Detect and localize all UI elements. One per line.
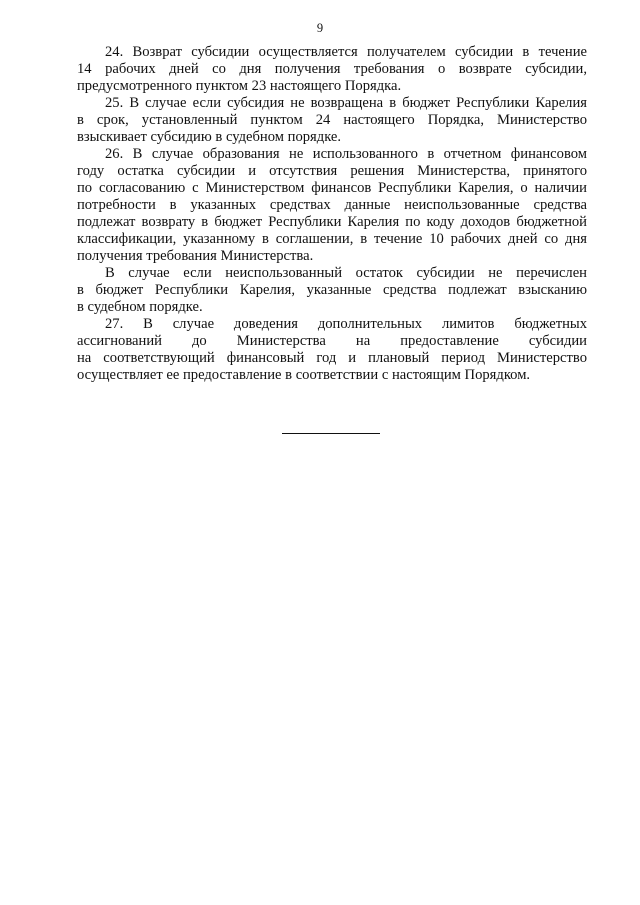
- text-line: году остатка субсидии и отсутствия решения Министерства, принятого: [77, 163, 587, 179]
- text-line: ассигнований до Министерства на предоставление субсидии: [77, 333, 587, 349]
- text-line: в судебном порядке.: [77, 299, 203, 315]
- text-line: 25. В случае если субсидия не возвращена в бюджет Республики Карелия: [105, 95, 587, 111]
- text-line: подлежат возврату в бюджет Республики Карелия по коду доходов бюджетной: [77, 214, 587, 230]
- text-line: классификации, указанному в соглашении, в течение 10 рабочих дней со дня: [77, 231, 587, 247]
- text-line: потребности в указанных средствах данные неиспользованные средства: [77, 197, 587, 213]
- text-line: В случае если неиспользованный остаток субсидии не перечислен: [105, 265, 587, 281]
- text-line: 14 рабочих дней со дня получения требования о возврате субсидии,: [77, 61, 587, 77]
- text-line: в бюджет Республики Карелия, указанные средства подлежат взысканию: [77, 282, 587, 298]
- text-line: на соответствующий финансовый год и плановый период Министерство: [77, 350, 587, 366]
- text-line: взыскивает субсидию в судебном порядке.: [77, 129, 342, 145]
- end-of-document-rule: [282, 433, 380, 434]
- text-line: по согласованию с Министерством финансов Республики Карелия, о наличии: [77, 180, 587, 196]
- text-line: осуществляет ее предоставление в соответствии с настоящим Порядком.: [77, 367, 531, 383]
- text-line: предусмотренного пунктом 23 настоящего Порядка.: [77, 78, 402, 94]
- text-line: 24. Возврат субсидии осуществляется получателем субсидии в течение: [105, 44, 587, 60]
- text-line: 26. В случае образования не использованного в отчетном финансовом: [105, 146, 587, 162]
- text-line: получения требования Министерства.: [77, 248, 314, 264]
- text-line: 27. В случае доведения дополнительных лимитов бюджетных: [105, 316, 587, 332]
- text-line: в срок, установленный пунктом 24 настоящего Порядка, Министерство: [77, 112, 587, 128]
- page-number: 9: [316, 21, 324, 35]
